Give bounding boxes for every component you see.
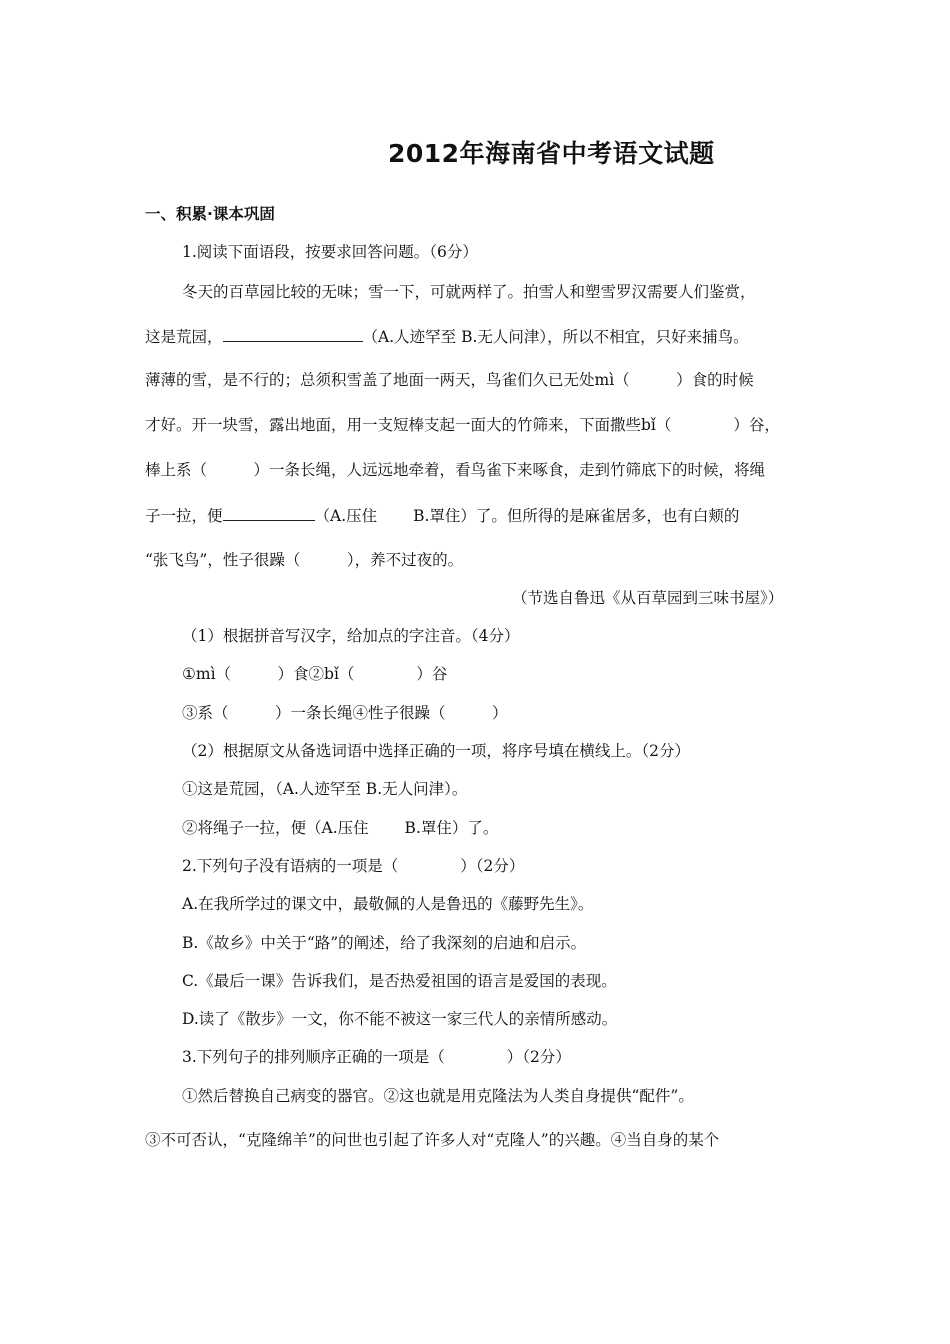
question-2-option-d: D.读了《散步》一文，你不能不被这一家三代人的亲情所感动。	[182, 1010, 618, 1028]
question-2-option-b: B.《故乡》中关于“路”的阐述，给了我深刻的启迪和启示。	[182, 934, 587, 952]
question-1-prompt: 1.阅读下面语段，按要求回答问题。（6分）	[182, 243, 478, 261]
passage-line-3: 薄薄的雪，是不行的；总须积雪盖了地面一两天，鸟雀们久已无处mì（ ）食的时候	[145, 371, 754, 389]
passage-line-2-end: （A.人迹罕至 B.无人问津），所以不相宜，只好来捕鸟。	[362, 328, 749, 346]
passage-line-6-end: （A.压住 B.罩住）了。但所得的是麻雀居多，也有白颊的	[314, 507, 740, 525]
subquestion-2-item-a: ①这是荒园，（A.人迹罕至 B.无人问津）。	[182, 780, 468, 798]
passage-line-5: 棒上系（ ）一条长绳，人远远地牵着，看鸟雀下来啄食，走到竹筛底下的时候，将绳	[145, 461, 766, 479]
section-heading: 一、积累·课本巩固	[145, 205, 275, 223]
page-title: 2012年海南省中考语文试题	[388, 139, 715, 168]
passage-line-2-start: 这是荒园，	[145, 328, 223, 346]
subquestion-1-items-b: ③系（ ）一条长绳④性子很躁（ ）	[182, 704, 508, 722]
subquestion-2: （2）根据原文从备选词语中选择正确的一项，将序号填在横线上。（2分）	[182, 742, 690, 760]
passage-line-6	[145, 504, 739, 527]
question-3-prompt: 3.下列句子的排列顺序正确的一项是（ ）（2分）	[182, 1048, 571, 1066]
passage-line-7: “张飞鸟”，性子很躁（ ），养不过夜的。	[145, 551, 464, 569]
fill-blank-2[interactable]	[223, 504, 315, 521]
question-2-option-a: A.在我所学过的课文中，最敬佩的人是鲁迅的《藤野先生》。	[182, 895, 594, 913]
subquestion-1-items-a: ①mì（ ）食②bǐ（ ）谷	[182, 665, 448, 683]
passage-line-4: 才好。开一块雪，露出地面，用一支短棒支起一面大的竹筛来，下面撒些bǐ（ ）谷，	[145, 416, 780, 434]
question-3-line-2: ③不可否认，“克隆绵羊”的问世也引起了许多人对“克隆人”的兴趣。④当自身的某个	[145, 1131, 720, 1149]
fill-blank-1[interactable]	[223, 325, 363, 342]
passage-line-1: 冬天的百草园比较的无味；雪一下，可就两样了。拍雪人和塑雪罗汉需要人们鉴赏，	[182, 283, 756, 301]
question-2-option-c: C.《最后一课》告诉我们，是否热爱祖国的语言是爱国的表现。	[182, 972, 617, 990]
question-2-prompt: 2.下列句子没有语病的一项是（ ）（2分）	[182, 857, 525, 875]
passage-line-6-start: 子一拉，便	[145, 507, 223, 525]
question-3-line-1: ①然后替换自己病变的器官。②这也就是用克隆法为人类自身提供“配件”。	[182, 1087, 694, 1105]
subquestion-2-item-b: ②将绳子一拉，便（A.压住 B.罩住）了。	[182, 819, 499, 837]
passage-line-2	[145, 325, 749, 348]
subquestion-1: （1）根据拼音写汉字，给加点的字注音。（4分）	[182, 627, 520, 645]
passage-source: （节选自鲁迅《从百草园到三味书屋》）	[512, 589, 784, 607]
